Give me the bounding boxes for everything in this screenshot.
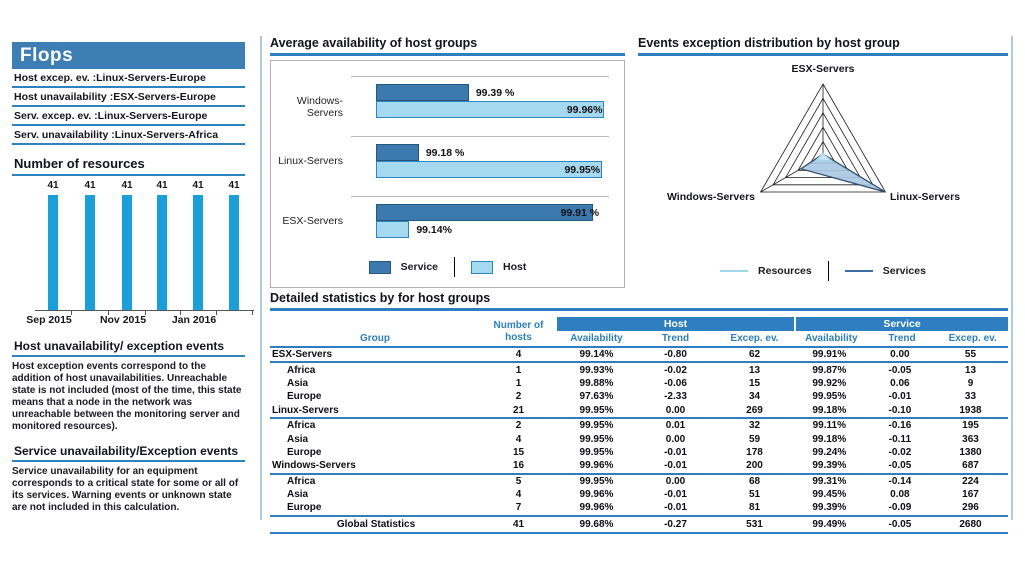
cell: 59 [748, 433, 761, 445]
flops-list [12, 69, 245, 145]
cell: 13 [964, 364, 977, 376]
host-legend-label: Host [503, 261, 527, 273]
note-heading: Host unavailability/ exception events [12, 338, 245, 357]
cell: 0.00 [890, 349, 910, 361]
service-value-label: 99.91 % [560, 207, 600, 219]
cell: 0.08 [890, 489, 910, 501]
cell: -0.11 [888, 433, 912, 445]
cell: 62 [748, 349, 761, 361]
col-header-hosts: Number of hosts [493, 320, 544, 343]
cell: -0.05 [888, 460, 912, 472]
cell: 99.49% [812, 518, 847, 530]
cell: 15 [512, 446, 525, 458]
cell: 99.96% [579, 502, 614, 514]
cell-group: Asia [287, 377, 309, 389]
availability-legend [271, 257, 624, 277]
cell: 99.96% [579, 489, 614, 501]
cell: 99.95% [579, 404, 614, 416]
col-header: Trend [888, 333, 916, 344]
table-row [270, 377, 1008, 390]
cell: -0.01 [664, 460, 687, 472]
legend-divider [828, 261, 829, 281]
cell: 4 [515, 433, 522, 445]
cell: -0.02 [664, 364, 687, 376]
right-border-rule [1011, 36, 1013, 520]
resource-bar [229, 195, 239, 310]
radar-axis-label: Linux-Servers [890, 191, 961, 203]
resources-bar-chart [12, 178, 245, 328]
radar-axis-label: ESX-Servers [791, 63, 855, 75]
cell: 15 [748, 377, 761, 389]
cell: -0.10 [888, 404, 912, 416]
cell: 0.00 [665, 475, 686, 487]
cell: 13 [748, 364, 761, 376]
bar-value-label: 41 [84, 180, 96, 191]
cell: 99.95% [812, 391, 847, 403]
cell: -2.33 [664, 391, 687, 403]
cell: 2 [515, 391, 522, 403]
cell: 224 [962, 475, 979, 487]
service-legend-label: Service [400, 261, 439, 273]
cell: 1 [515, 364, 522, 376]
cell: 16 [512, 460, 525, 472]
cell: 99.18% [812, 404, 847, 416]
cell: 363 [962, 433, 979, 445]
resource-bar [85, 195, 95, 310]
cell: -0.16 [888, 420, 912, 432]
resource-bar [48, 195, 58, 310]
host-value-label: 99.96% [566, 104, 603, 116]
cell-group: Africa [287, 364, 316, 376]
bar-value-label: 41 [156, 180, 168, 191]
cell: 178 [746, 446, 763, 458]
table-row [270, 446, 1008, 459]
cell: -0.01 [888, 391, 912, 403]
radar-chart-title: Events exception distribution by host group [638, 36, 1008, 56]
cell: 99.24% [812, 446, 847, 458]
radar-series-services [801, 154, 886, 192]
legend-divider [454, 257, 455, 277]
bar-value-label: 41 [192, 180, 204, 191]
cell: 531 [746, 518, 763, 530]
host-legend-swatch [471, 261, 493, 274]
table-row [270, 488, 1008, 501]
cell: 269 [746, 404, 763, 416]
cell: 4 [515, 349, 522, 361]
cell: 9 [967, 377, 974, 389]
flop-item-value: Linux-Servers-Europe [97, 110, 208, 122]
bar-value-label: 41 [47, 180, 59, 191]
cell: 33 [964, 391, 977, 403]
cell: 32 [748, 420, 761, 432]
cell: -0.05 [888, 364, 912, 376]
cell-group: Global Statistics [336, 518, 416, 530]
col-header: Availability [805, 333, 858, 344]
cell: 1 [515, 377, 522, 389]
cell: 99.88% [579, 377, 614, 389]
x-axis-tick-label: Nov 2015 [99, 314, 147, 326]
cell: 0.00 [665, 404, 686, 416]
col-header: Excep. ev. [730, 333, 779, 344]
host-value-label: 99.14% [416, 224, 452, 236]
cell: 99.11% [812, 420, 846, 432]
service-banner: Service [796, 317, 1008, 331]
cell: 2 [515, 420, 522, 432]
cell: 0.06 [890, 377, 910, 389]
service-value-label: 99.39 % [475, 87, 515, 99]
cell: 99.96% [579, 460, 614, 472]
cell: 81 [748, 502, 761, 514]
cell: 2680 [959, 518, 982, 530]
cell: 99.95% [579, 446, 614, 458]
cell: -0.06 [664, 377, 687, 389]
cell: 5 [515, 475, 522, 487]
cell: 99.92% [812, 377, 847, 389]
col-header: Excep. ev. [948, 333, 997, 344]
cell: 99.39% [812, 460, 847, 472]
cell: -0.09 [888, 502, 912, 514]
radar-axis-label: Windows-Servers [666, 191, 755, 203]
cell-group: Europe [287, 446, 322, 458]
host-banner: Host [557, 317, 794, 331]
flop-item-label: Host excep. ev. : [14, 72, 97, 84]
cell: 34 [748, 391, 761, 403]
bar-value-label: 41 [121, 180, 133, 191]
cell-group: Europe [287, 391, 322, 403]
statistics-table-title: Detailed statistics by for host groups [270, 291, 1008, 311]
group-separator [351, 196, 609, 197]
cell-group: Windows-Servers [272, 460, 356, 472]
flop-item-value: Linux-Servers-Europe [96, 72, 206, 84]
cell-group: Europe [287, 502, 322, 514]
cell-group: Asia [287, 433, 309, 445]
cell: 21 [512, 404, 525, 416]
flop-item-label: Serv. unavailability : [14, 129, 115, 141]
note-body: Host exception events correspond to the addition of host unavailabilities. Unreachable state is not included (most of the time, this state means that a node in the network was unreachable between the monitoring server and monitored resources). [12, 361, 242, 432]
cell: 97.63% [579, 391, 614, 403]
cell: 99.18% [812, 433, 847, 445]
cell: 7 [515, 502, 522, 514]
table-row [270, 501, 1008, 514]
cell: 1938 [959, 404, 982, 416]
left-panel [12, 42, 245, 514]
flop-item [12, 126, 245, 145]
cell: -0.01 [664, 446, 687, 458]
availability-section [270, 36, 625, 288]
cell-group: Asia [287, 489, 309, 501]
cell: -0.14 [888, 475, 912, 487]
table-row [270, 390, 1008, 403]
host-bar [376, 221, 409, 238]
flops-panel-title: Flops [12, 42, 245, 69]
cell-group: Africa [287, 475, 316, 487]
service-legend-swatch [369, 261, 391, 274]
events-radar-chart [638, 56, 1008, 261]
cell-group: Linux-Servers [272, 404, 339, 416]
col-header-group: Group [360, 333, 390, 344]
services-legend-swatch [845, 270, 873, 272]
flop-item-value: Linux-Servers-Africa [114, 129, 219, 141]
flop-item-value: ESX-Servers-Europe [113, 91, 216, 103]
radar-legend [638, 261, 1008, 281]
cell: 99.93% [579, 364, 614, 376]
table-row [270, 404, 1008, 419]
left-divider-rule [260, 36, 262, 520]
cell: 51 [748, 489, 761, 501]
cell: 99.91% [812, 349, 847, 361]
cell: 200 [746, 460, 763, 472]
statistics-section [270, 291, 1008, 534]
notes-block [12, 338, 245, 514]
cell: -0.80 [664, 349, 687, 361]
table-row [270, 348, 1008, 363]
availability-chart-title: Average availability of host groups [270, 36, 625, 56]
table-row [270, 363, 1008, 376]
table-header [270, 317, 1008, 348]
cell: 55 [964, 349, 977, 361]
cell: 1380 [959, 446, 982, 458]
cell: 296 [962, 502, 979, 514]
table-row [270, 459, 1008, 474]
note-body: Service unavailability for an equipment corresponds to a critical state for some or all of its services. Warning events or unknown state are not included in this calculation. [12, 466, 239, 513]
flop-item-label: Host unavailability : [14, 91, 114, 103]
cell: 68 [748, 475, 761, 487]
cell: -0.01 [664, 489, 687, 501]
cell: 4 [515, 489, 522, 501]
cell: 687 [962, 460, 979, 472]
cell: -0.05 [888, 518, 912, 530]
resources-legend-swatch [720, 270, 748, 272]
group-separator [351, 136, 609, 137]
flop-item [12, 88, 245, 107]
radar-svg [638, 56, 1008, 256]
axis-tick [252, 310, 253, 315]
bar-value-label: 41 [228, 180, 240, 191]
statistics-table [270, 317, 1008, 534]
cell: 0.01 [665, 420, 686, 432]
resource-bar [157, 195, 167, 310]
radar-section [638, 36, 1008, 281]
service-value-label: 99.18 % [425, 147, 465, 159]
cell: -0.02 [888, 446, 912, 458]
availability-bar-chart [270, 60, 625, 288]
service-bar [376, 84, 469, 101]
resource-bar [122, 195, 132, 310]
cell: 167 [962, 489, 979, 501]
cell: 195 [962, 420, 979, 432]
resources-legend-label: Resources [758, 265, 812, 277]
note-heading: Service unavailability/Exception events [12, 443, 245, 462]
table-row [270, 419, 1008, 432]
cell: 99.39% [812, 502, 847, 514]
resources-chart-title: Number of resources [12, 154, 245, 176]
flop-item [12, 69, 245, 88]
cell: 99.87% [812, 364, 847, 376]
cell: -0.27 [664, 518, 687, 530]
cell: 99.14% [579, 349, 614, 361]
cell: 99.95% [579, 475, 614, 487]
category-label: Linux-Servers [278, 155, 343, 167]
resource-bar [193, 195, 203, 310]
category-label: ESX-Servers [282, 215, 343, 227]
flop-item [12, 107, 245, 126]
col-header: Availability [570, 333, 623, 344]
col-header: Trend [661, 333, 690, 344]
cell: -0.01 [664, 502, 687, 514]
service-bar [376, 144, 419, 161]
table-row [270, 515, 1008, 534]
flop-item-label: Serv. excep. ev. : [14, 110, 98, 122]
cell: 0.00 [665, 433, 686, 445]
table-row [270, 475, 1008, 488]
services-legend-label: Services [882, 265, 926, 277]
cell: 41 [512, 518, 525, 530]
category-label: Windows-Servers [296, 95, 343, 119]
cell-group: ESX-Servers [272, 349, 333, 361]
cell: 99.95% [579, 433, 614, 445]
x-axis-tick-label: Jan 2016 [171, 314, 217, 326]
x-axis-tick-label: Sep 2015 [26, 314, 72, 326]
host-value-label: 99.95% [564, 164, 601, 176]
cell: 99.31% [812, 475, 847, 487]
cell-group: Africa [287, 420, 316, 432]
table-row [270, 432, 1008, 445]
cell: 99.95% [579, 420, 614, 432]
group-separator [351, 76, 609, 77]
cell: 99.45% [812, 489, 847, 501]
cell: 99.68% [579, 518, 614, 530]
